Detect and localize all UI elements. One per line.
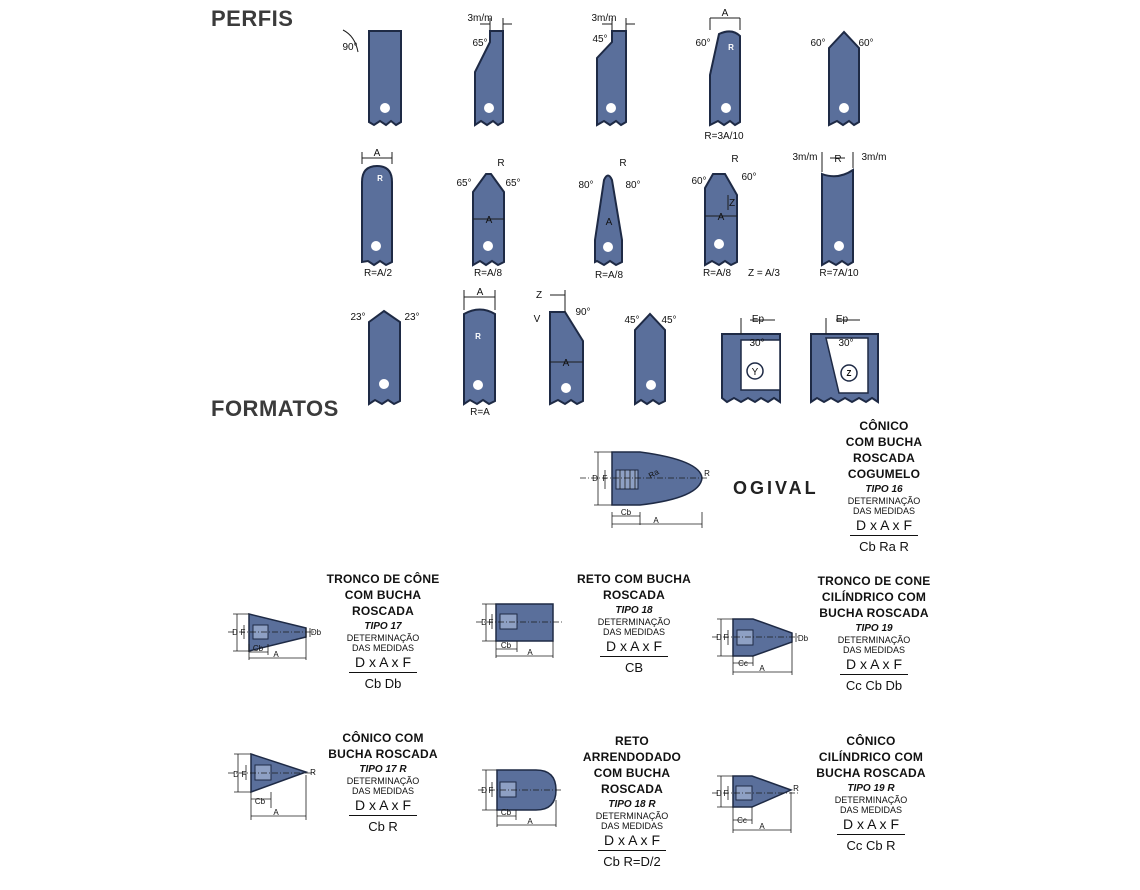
profile-N: [534, 290, 591, 404]
format-t18-caption: [564, 571, 704, 676]
format-t19-dim-Cc: Cc: [738, 659, 748, 668]
format-t16-title-4: COGUMELO: [847, 467, 921, 481]
profile-E-angle-right: 60°: [858, 38, 874, 49]
profile-F: [362, 148, 392, 279]
profile-H-formula: R=A/8: [594, 270, 624, 281]
profile-G-angle-right: 65°: [505, 178, 521, 189]
profile-K: [350, 311, 419, 404]
format-t17-drawing: [228, 614, 322, 660]
format-t17-formula-numerator: D x A x F: [349, 654, 417, 673]
format-t17r-tipo: TIPO 17 R: [359, 764, 407, 775]
format-t19r-caption: [801, 733, 941, 854]
format-t19-title-2: CILÍNDRICO COM: [821, 590, 927, 604]
profile-I-angle-right: 60°: [741, 172, 757, 183]
format-t17-dim-F: F: [240, 628, 246, 637]
format-t19-dim-F: F: [723, 633, 729, 642]
format-t16-formula-denominator: Cb Ra R: [859, 539, 909, 554]
profile-I-radius: R: [731, 154, 739, 165]
profile-K-letter: K: [381, 380, 387, 389]
format-t17r-formula-numerator: D x A x F: [349, 797, 417, 816]
format-t17r-dim-F: F: [241, 770, 247, 779]
profile-D-letter: D: [723, 104, 729, 113]
profile-E-letter: E: [841, 104, 847, 113]
format-t19-formula-numerator: D x A x F: [840, 656, 908, 675]
profile-F-formula: R=A/2: [363, 268, 393, 279]
format-t18r-dim-F: F: [488, 786, 494, 795]
profile-I-dim-A: A: [717, 212, 725, 223]
profile-L-dim-A: A: [476, 287, 484, 298]
format-t19-det-1: DETERMINAÇÃO: [837, 635, 911, 645]
format-t18-title-2: ROSCADA: [602, 588, 666, 602]
profile-L: [464, 287, 495, 418]
profile-G-letter: G: [484, 242, 492, 251]
profile-L-radius: R: [475, 332, 481, 341]
profile-Y: [722, 314, 780, 402]
format-t19-title-1: TRONCO DE CONE: [817, 574, 931, 588]
format-t18r-drawing: [478, 770, 563, 827]
format-t18r-title-3: COM BUCHA: [593, 766, 671, 780]
profile-Y-angle: 30°: [749, 338, 765, 349]
format-t18-det-2: DAS MEDIDAS: [602, 627, 665, 637]
format-t16-det-1: DETERMINAÇÃO: [847, 496, 921, 506]
format-t17-title-2: COM BUCHA: [344, 588, 422, 602]
profile-H: [578, 158, 640, 281]
format-t18r-tipo: TIPO 18 R: [608, 799, 656, 810]
profile-B-letter: B: [486, 104, 492, 113]
profile-N-letter: N: [563, 384, 569, 393]
profile-B-angle: 65°: [472, 38, 488, 49]
profile-Y-letter: Y: [751, 367, 759, 378]
format-t17r-drawing: [228, 754, 316, 820]
format-t16-dim-A: A: [653, 516, 659, 525]
format-t19r-dim-Cc: Cc: [737, 816, 747, 825]
format-t19-drawing: [712, 619, 809, 675]
profile-O-angle-left: 45°: [624, 315, 640, 326]
profile-O: [624, 314, 676, 404]
profile-O-letter: O: [647, 381, 655, 390]
format-t19-dim-D: D: [716, 633, 722, 642]
profile-K-angle-left: 23°: [350, 312, 366, 323]
profile-D-angle: 60°: [695, 38, 711, 49]
format-t17r-title-1: CÔNICO COM: [342, 731, 424, 745]
format-t19r-title-2: CILÍNDRICO COM: [818, 750, 924, 764]
profile-G-formula: R=A/8: [473, 268, 503, 279]
profile-F-dim-A: A: [373, 148, 381, 159]
format-t18r-title-2: ARRENDODADO: [582, 750, 682, 764]
format-t18-dim-A: A: [527, 648, 533, 657]
format-t16-det-2: DAS MEDIDAS: [852, 506, 915, 516]
format-t19r-tipo: TIPO 19 R: [847, 783, 895, 794]
format-t18r-title-4: ROSCADA: [600, 782, 664, 796]
profile-H-dim-A: A: [605, 217, 613, 228]
format-t19-formula-denominator: Cc Cb Db: [845, 678, 903, 693]
profile-L-formula: R=A: [470, 407, 490, 418]
format-t16-dim-Ra: Ra: [647, 467, 661, 481]
profile-E: [810, 32, 873, 125]
format-t19-tipo: TIPO 19: [855, 623, 893, 634]
format-t17-dim-Db: Db: [310, 628, 322, 637]
format-t17r-dim-R: R: [310, 768, 316, 777]
format-t19-caption: [804, 573, 944, 694]
profile-D-dim-A: A: [721, 8, 729, 19]
format-t19r-det-1: DETERMINAÇÃO: [834, 795, 908, 805]
format-t18-dim-Cb: Cb: [500, 641, 512, 650]
format-t19-title-3: BUCHA ROSCADA: [819, 606, 929, 620]
format-t17-det-2: DAS MEDIDAS: [351, 643, 414, 653]
format-t19r-formula-denominator: Cc Cb R: [846, 838, 896, 853]
format-t16-title-3: ROSCADA: [852, 451, 916, 465]
profile-O-angle-right: 45°: [661, 315, 677, 326]
format-t17-title-3: ROSCADA: [351, 604, 415, 618]
profile-Z-dim-Ep: Ep: [835, 314, 849, 325]
format-t18-title-1: RETO COM BUCHA: [577, 572, 691, 586]
format-t19-det-2: DAS MEDIDAS: [842, 645, 905, 655]
profiles-diagram: [0, 0, 1140, 420]
format-t17r-dim-A: A: [273, 808, 279, 817]
profile-I-dim-Z: Z: [728, 198, 736, 209]
profile-N-angle: 90°: [575, 307, 591, 318]
profile-N-dim-Z: Z: [535, 290, 543, 301]
ogival-label: OGIVAL: [733, 478, 819, 498]
format-t17-dim-A: A: [273, 650, 279, 659]
profile-A: [342, 30, 401, 125]
profile-J-radius: R: [834, 154, 842, 165]
format-t18r-dim-A: A: [527, 817, 533, 826]
format-t16-dim-Cb: Cb: [620, 508, 632, 517]
format-t18r-formula-denominator: Cb R=D/2: [603, 854, 661, 869]
format-t16-formula-numerator: D x A x F: [850, 517, 918, 536]
format-t18r-det-1: DETERMINAÇÃO: [595, 811, 669, 821]
format-t18-tipo: TIPO 18: [615, 605, 653, 616]
profile-A-letter: A: [382, 104, 388, 113]
profile-C: [592, 13, 636, 125]
format-t19r-det-2: DAS MEDIDAS: [839, 805, 902, 815]
format-t18r-det-2: DAS MEDIDAS: [600, 821, 663, 831]
format-t18-det-1: DETERMINAÇÃO: [597, 617, 671, 627]
profile-G-angle-left: 65°: [456, 178, 472, 189]
profile-Y-dim-Ep: Ep: [751, 314, 765, 325]
format-t18-dim-D: D: [481, 618, 487, 627]
profile-J-letter: J: [836, 242, 842, 251]
format-t19r-dim-A: A: [759, 822, 765, 831]
format-t18r-dim-Cb: Cb: [500, 808, 512, 817]
profile-N-dim-A: A: [562, 358, 570, 369]
profile-H-radius: R: [619, 158, 627, 169]
profile-G: [456, 158, 520, 279]
format-t17-caption: [310, 571, 453, 692]
profile-I-angle-left: 60°: [691, 176, 707, 187]
profile-Z: [811, 314, 878, 402]
perfis-heading: PERFIS: [211, 6, 294, 31]
profile-Z-letter: Z: [846, 369, 852, 378]
format-t17r-det-2: DAS MEDIDAS: [351, 786, 414, 796]
format-t19-dim-A: A: [759, 664, 765, 673]
format-t16-title-1: CÔNICO: [859, 419, 909, 433]
profile-I-letter: I: [717, 240, 721, 249]
format-t16-tipo: TIPO 16: [865, 484, 903, 495]
profile-J-formula: R=7A/10: [819, 268, 859, 279]
profile-I-formula-R: R=A/8: [702, 268, 732, 279]
profile-N-dim-V: V: [533, 314, 541, 325]
profile-B: [468, 13, 513, 125]
format-t19r-title-3: BUCHA ROSCADA: [816, 766, 926, 780]
format-t17r-dim-D: D: [233, 770, 239, 779]
format-t16-drawing: [580, 452, 710, 528]
profile-D-radius: R: [728, 43, 734, 52]
profile-H-angle-left: 80°: [578, 180, 594, 191]
profile-F-letter: F: [373, 242, 379, 251]
formatos-heading: FORMATOS: [211, 396, 339, 421]
format-t18-drawing: [476, 604, 562, 658]
format-t17r-title-2: BUCHA ROSCADA: [328, 747, 438, 761]
format-t17r-formula-denominator: Cb R: [368, 819, 398, 834]
profile-J: [793, 152, 887, 279]
format-t19r-dim-F: F: [723, 789, 729, 798]
format-t18r-title-1: RETO: [615, 734, 649, 748]
profile-Z-angle: 30°: [838, 338, 854, 349]
profile-I-formula-Z: Z = A/3: [748, 268, 780, 279]
profile-H-angle-right: 80°: [625, 180, 641, 191]
format-t17-title-1: TRONCO DE CÔNE: [326, 572, 440, 586]
profile-C-dim: 3m/m: [591, 13, 617, 24]
format-t17r-dim-Cb: Cb: [254, 797, 266, 806]
profile-D-formula: R=3A/10: [704, 131, 744, 142]
profile-D: [695, 8, 744, 142]
format-t16-title-2: COM BUCHA: [845, 435, 923, 449]
profile-H-letter: H: [605, 243, 611, 252]
profile-I: [691, 154, 780, 279]
profile-C-angle: 45°: [592, 34, 608, 45]
format-t19-dim-Db: Db: [797, 634, 809, 643]
format-t17-formula-denominator: Cb Db: [364, 676, 402, 691]
format-t17r-det-1: DETERMINAÇÃO: [346, 776, 420, 786]
format-t16-dim-F: F: [602, 474, 608, 483]
format-t18r-dim-D: D: [481, 786, 487, 795]
format-t17-det-1: DETERMINAÇÃO: [346, 633, 420, 643]
format-t18r-formula-numerator: D x A x F: [598, 832, 666, 851]
profile-E-angle-left: 60°: [810, 38, 826, 49]
format-t18-formula-denominator: CB: [624, 660, 644, 675]
profile-J-dim-left: 3m/m: [792, 152, 818, 163]
format-t16-dim-R: R: [704, 469, 710, 478]
profile-L-letter: L: [475, 381, 481, 390]
format-t17-dim-Cb: Cb: [252, 644, 264, 653]
format-t17-dim-D: D: [232, 628, 238, 637]
profile-J-dim-right: 3m/m: [861, 152, 887, 163]
format-t16-caption: [814, 418, 954, 555]
profile-G-dim-A: A: [485, 215, 493, 226]
format-t17-tipo: TIPO 17: [364, 621, 402, 632]
profile-K-angle-right: 23°: [404, 312, 420, 323]
profile-G-radius: R: [497, 158, 505, 169]
format-t18-formula-numerator: D x A x F: [600, 638, 668, 657]
format-t19r-drawing: [712, 776, 799, 833]
format-t19r-dim-R: R: [793, 784, 799, 793]
format-t19r-title-1: CÔNICO: [846, 734, 896, 748]
profile-B-dim: 3m/m: [467, 13, 493, 24]
format-t18-dim-F: F: [488, 618, 494, 627]
profile-A-angle: 90°: [342, 42, 358, 53]
format-t19r-formula-numerator: D x A x F: [837, 816, 905, 835]
profile-F-radius: R: [377, 174, 383, 183]
format-t19r-dim-D: D: [716, 789, 722, 798]
profile-C-letter: C: [608, 104, 614, 113]
format-t18r-caption: [562, 733, 702, 870]
format-t17r-caption: [313, 730, 453, 835]
format-t16-dim-D: D: [592, 474, 598, 483]
